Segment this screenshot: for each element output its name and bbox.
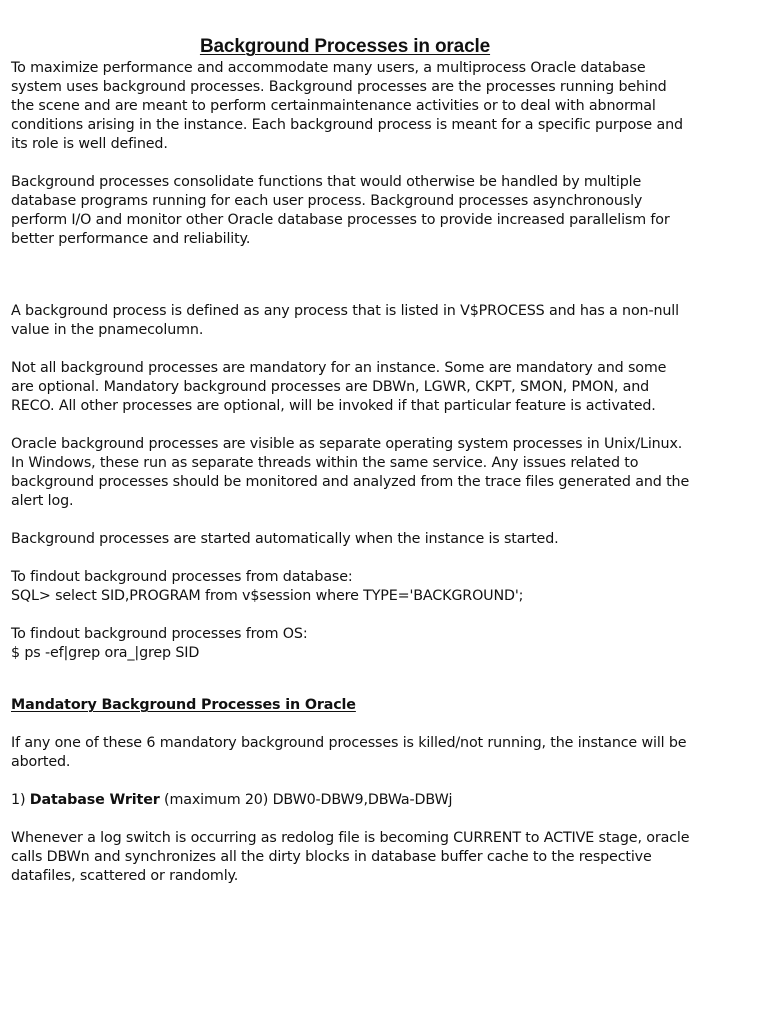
spacer <box>11 416 691 435</box>
spacer <box>11 715 691 734</box>
item-detail: (maximum 20) DBW0-DBW9,DBWa-DBWj <box>159 792 453 808</box>
spacer <box>11 810 691 829</box>
spacer <box>11 154 691 173</box>
mandatory-intro: If any one of these 6 mandatory background processes is killed/not running, the instance will be aborted. <box>11 735 687 770</box>
spacer <box>11 249 691 302</box>
document-page <box>11 36 691 886</box>
document-title: Background Processes in oracle <box>199 36 491 57</box>
mandatory-section-heading: Mandatory Background Processes in Oracle <box>11 697 356 713</box>
body-paragraph-2: Not all background processes are mandatory for an instance. Some are mandatory and some are optional. Mandatory background processes are DBWn, LGWR, CKPT, SMON, PMON, and RECO. All other processes are optional, will be invoked if that particular feature is activated. <box>11 360 667 414</box>
body-paragraph-1: A background process is defined as any process that is listed in V$PROCESS and has a non-null value in the pnamecolumn. <box>11 303 679 338</box>
item-name: Database Writer <box>29 792 160 808</box>
item-database-writer <box>11 791 691 810</box>
spacer <box>11 511 691 530</box>
item-number: 1) <box>11 792 30 808</box>
intro-paragraph-2: Background processes consolidate functions that would otherwise be handled by multiple database programs running for each user process. Background processes asynchronously perform I/O and monitor other Oracle database processes to provide increased parallelism for better performance and reliability. <box>11 174 670 247</box>
body-paragraph-3: Oracle background processes are visible as separate operating system processes in Unix/Linux. In Windows, these run as separate threads within the same service. Any issues related to background processes should be monitored and analyzed from the trace files generated and the alert log. <box>11 436 690 509</box>
intro-paragraph-1: To maximize performance and accommodate many users, a multiprocess Oracle database system uses background processes. Background processes are the processes running behind the scene and are meant to perform certainmaintenance activities or to deal with abnormal conditions arising in the instance. Each background process is meant for a specific purpose and its role is well defined. <box>11 60 683 152</box>
item-database-writer-description: Whenever a log switch is occurring as redolog file is becoming CURRENT to ACTIVE stage, oracle calls DBWn and synchronizes all the dirty blocks in database buffer cache to the respective datafiles, scattered or randomly. <box>11 830 690 884</box>
body-paragraph-4: Background processes are started automatically when the instance is started. <box>11 531 559 547</box>
db-query-label: To findout background processes from database: <box>11 569 353 585</box>
spacer <box>11 606 691 625</box>
spacer <box>11 340 691 359</box>
spacer <box>11 772 691 791</box>
db-query-command: SQL> select SID,PROGRAM from v$session where TYPE='BACKGROUND'; <box>11 588 524 604</box>
spacer <box>11 549 691 568</box>
spacer <box>11 663 691 696</box>
os-query-command: $ ps -ef|grep ora_|grep SID <box>11 645 200 661</box>
os-query-label: To findout background processes from OS: <box>11 626 308 642</box>
